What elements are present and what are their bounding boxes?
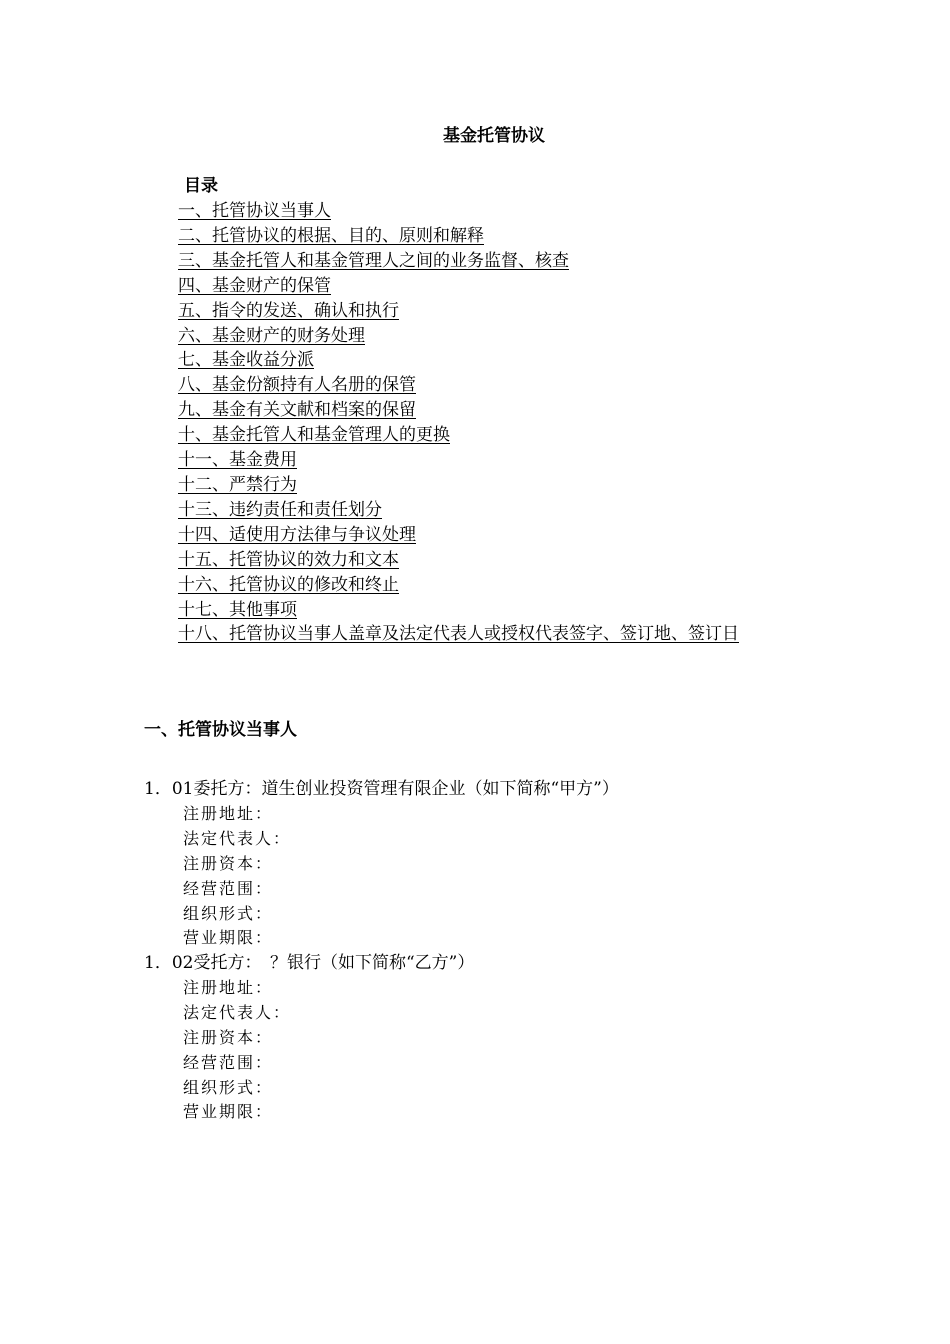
party-line: 1．02受托方： ？银行（如下简称“乙方”）: [144, 953, 475, 973]
toc-item: [178, 274, 810, 299]
toc-item: [178, 498, 810, 523]
toc-item: [178, 523, 810, 548]
field-legal-representative: 法定代表人：: [183, 828, 292, 848]
toc-item: [178, 299, 810, 324]
toc-link-4[interactable]: 四、基金财产的保管: [178, 275, 331, 296]
toc-link-3[interactable]: 三、基金托管人和基金管理人之间的业务监督、核查: [178, 250, 569, 271]
toc-link-13[interactable]: 十三、违约责任和责任划分: [178, 499, 382, 520]
party-fields: [144, 802, 619, 951]
toc-item: [178, 448, 810, 473]
toc-link-9[interactable]: 九、基金有关文献和档案的保留: [178, 400, 416, 421]
toc-heading: 目录: [184, 176, 218, 196]
toc-link-6[interactable]: 六、基金财产的财务处理: [178, 325, 365, 346]
toc-link-14[interactable]: 十四、适使用方法律与争议处理: [178, 524, 416, 545]
toc-link-8[interactable]: 八、基金份额持有人名册的保管: [178, 375, 416, 396]
toc-item: [178, 398, 810, 423]
field-business-scope: 经营范围：: [183, 878, 274, 898]
field-registered-address: 注册地址：: [183, 977, 274, 997]
toc-link-18[interactable]: 十八、托管协议当事人盖章及法定代表人或授权代表签字、签订地、签订日: [178, 624, 739, 645]
toc-link-12[interactable]: 十二、严禁行为: [178, 474, 297, 495]
field-organization-form: 组织形式：: [183, 1077, 274, 1097]
party-line: 1．01委托方：道生创业投资管理有限企业（如下简称“甲方”）: [144, 779, 619, 799]
field-registered-capital: 注册资本：: [183, 1027, 274, 1047]
field-business-term: 营业期限：: [183, 928, 274, 948]
toc-item: [178, 473, 810, 498]
toc-link-15[interactable]: 十五、托管协议的效力和文本: [178, 549, 399, 570]
toc-item: [178, 224, 810, 249]
party-fields: [144, 976, 474, 1125]
party-trustee: [144, 951, 474, 1125]
toc-item: [178, 622, 810, 647]
field-organization-form: 组织形式：: [183, 903, 274, 923]
toc-link-10[interactable]: 十、基金托管人和基金管理人的更换: [178, 425, 450, 446]
section-heading-parties: 一、托管协议当事人: [144, 720, 297, 740]
field-registered-address: 注册地址：: [183, 803, 274, 823]
table-of-contents: [178, 199, 810, 647]
toc-link-7[interactable]: 七、基金收益分派: [178, 350, 314, 371]
field-business-scope: 经营范围：: [183, 1052, 274, 1072]
toc-item: [178, 573, 810, 598]
toc-item: [178, 423, 810, 448]
toc-item: [178, 598, 810, 623]
party-entrustor: [144, 777, 619, 951]
toc-item: [178, 373, 810, 398]
toc-item: [178, 348, 810, 373]
field-business-term: 营业期限：: [183, 1102, 274, 1122]
toc-link-5[interactable]: 五、指令的发送、确认和执行: [178, 300, 399, 321]
field-registered-capital: 注册资本：: [183, 853, 274, 873]
toc-link-11[interactable]: 十一、基金费用: [178, 450, 297, 471]
toc-item: [178, 199, 810, 224]
toc-item: [178, 548, 810, 573]
toc-link-17[interactable]: 十七、其他事项: [178, 599, 297, 620]
toc-link-1[interactable]: 一、托管协议当事人: [178, 201, 331, 221]
toc-item: [178, 324, 810, 349]
document-title: 基金托管协议: [443, 126, 545, 146]
field-legal-representative: 法定代表人：: [183, 1002, 292, 1022]
toc-link-2[interactable]: 二、托管协议的根据、目的、原则和解释: [178, 225, 484, 246]
toc-link-16[interactable]: 十六、托管协议的修改和终止: [178, 574, 399, 595]
toc-item: [178, 249, 810, 274]
